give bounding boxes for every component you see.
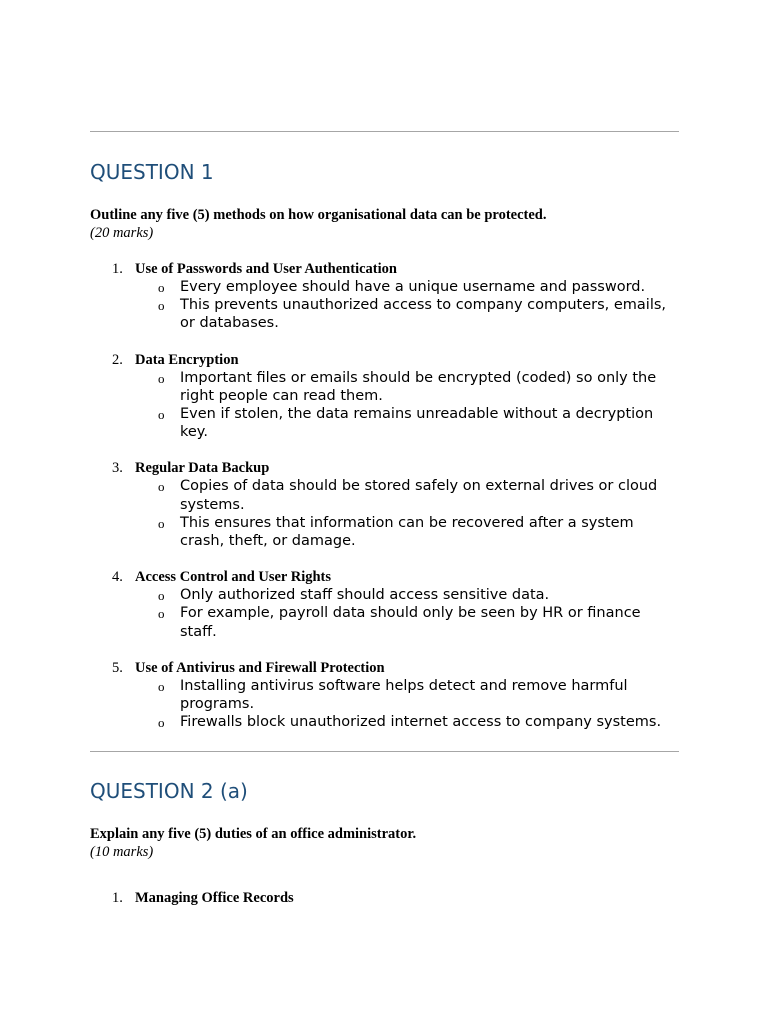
item-title: Managing Office Records — [135, 890, 294, 907]
question-2a-answer-list — [90, 889, 679, 907]
item-title: Use of Passwords and User Authentication — [135, 261, 397, 277]
item-points — [135, 586, 679, 641]
bullet-point — [135, 369, 678, 405]
bullet-point — [135, 514, 678, 550]
bullet-point — [135, 677, 678, 713]
item-number: 1. — [112, 261, 123, 277]
bullet-point — [135, 477, 678, 513]
circle-bullet-icon: o — [158, 370, 165, 386]
bullet-text: Firewalls block unauthorized internet access to company systems. — [180, 714, 662, 731]
circle-bullet-icon: o — [158, 678, 165, 694]
item-number: 3. — [112, 460, 123, 477]
question-1-heading: QUESTION 1 — [90, 160, 214, 184]
answer-item — [90, 568, 679, 641]
bullet-point — [135, 296, 678, 332]
item-title: Access Control and User Rights — [135, 569, 332, 586]
circle-bullet-icon: o — [158, 606, 165, 622]
document-page — [90, 0, 679, 907]
bullet-text: Even if stolen, the data remains unreadable without a decryption key. — [180, 406, 654, 441]
bullet-text: This prevents unauthorized access to company computers, emails, or databases. — [180, 297, 667, 332]
item-points — [135, 677, 679, 732]
bullet-text: Important files or emails should be encrypted (coded) so only the right people can read them. — [180, 369, 657, 404]
item-title: Use of Antivirus and Firewall Protection — [135, 659, 385, 676]
answer-item — [90, 659, 679, 732]
circle-bullet-icon: o — [158, 479, 165, 495]
section-divider — [90, 751, 679, 752]
bullet-text: Every employee should have a unique username and password. — [180, 279, 646, 295]
bullet-point — [135, 604, 678, 640]
item-title: Data Encryption — [135, 351, 239, 368]
question-2a-marks: (10 marks) — [90, 844, 154, 861]
circle-bullet-icon: o — [158, 588, 165, 604]
question-1-prompt: Outline any five (5) methods on how organisational data can be protected. — [90, 207, 547, 223]
circle-bullet-icon: o — [158, 715, 165, 731]
circle-bullet-icon: o — [158, 298, 165, 314]
section-divider — [90, 131, 679, 132]
bullet-text: Copies of data should be stored safely on external drives or cloud systems. — [180, 478, 658, 513]
answer-item — [90, 260, 679, 333]
answer-item — [90, 889, 679, 907]
item-number: 1. — [112, 890, 123, 907]
answer-item — [90, 459, 679, 550]
circle-bullet-icon: o — [158, 515, 165, 531]
item-points — [135, 369, 679, 442]
question-1-answer-list — [90, 260, 679, 731]
item-points — [135, 278, 679, 333]
bullet-text: Only authorized staff should access sensitive data. — [180, 587, 550, 604]
question-2a-prompt: Explain any five (5) duties of an office administrator. — [90, 826, 417, 843]
bullet-point — [135, 586, 678, 604]
bullet-text: Installing antivirus software helps detect and remove harmful programs. — [180, 677, 628, 713]
bullet-point — [135, 278, 678, 296]
circle-bullet-icon: o — [158, 280, 165, 295]
bullet-text: This ensures that information can be recovered after a system crash, theft, or damage. — [180, 514, 634, 550]
item-number: 5. — [112, 659, 123, 676]
bullet-text: For example, payroll data should only be seen by HR or finance staff. — [180, 605, 641, 640]
question-1-marks: (20 marks) — [90, 225, 154, 241]
bullet-point — [135, 405, 678, 441]
item-points — [135, 477, 679, 550]
question-2a-heading: QUESTION 2 (a) — [90, 779, 248, 804]
bullet-point — [135, 713, 678, 731]
item-number: 4. — [112, 569, 123, 586]
item-number: 2. — [112, 351, 123, 368]
item-title: Regular Data Backup — [135, 460, 270, 477]
circle-bullet-icon: o — [158, 407, 165, 423]
answer-item — [90, 351, 679, 442]
